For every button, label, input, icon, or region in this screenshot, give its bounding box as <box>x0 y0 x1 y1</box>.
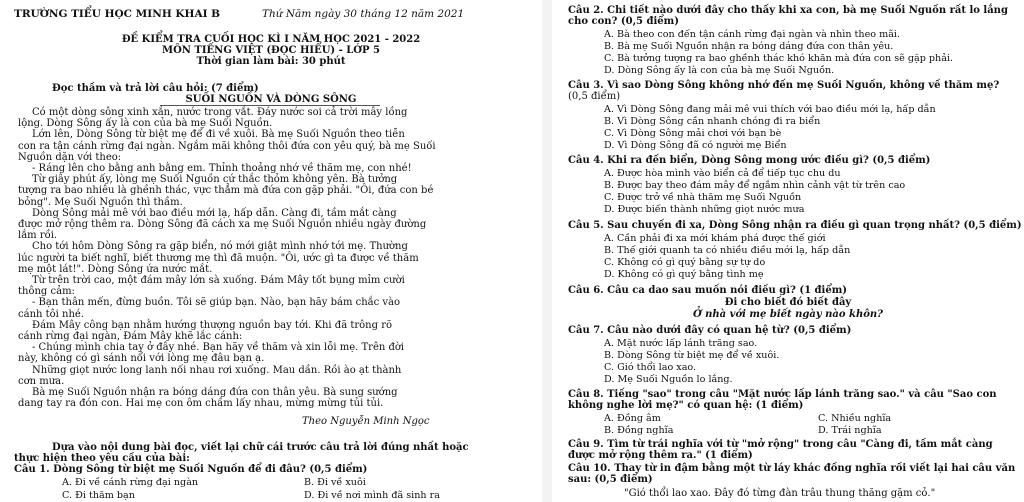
q5-option-c: C. Không có gì quý bằng sự tự do <box>604 257 766 268</box>
passage-line: dang tay ra đón con. Hai mẹ con ôm chầm lấy nhau, mừng mừng tủi tủi. <box>18 398 384 410</box>
q4-option-a: A. Được hòa mình vào biển cả để tiếp tục chu du <box>604 168 841 179</box>
question-3: Câu 3. Vì sao Dòng Sông không nhớ đến mẹ Suối Nguồn, không về thăm mẹ? <box>568 80 1000 91</box>
passage-line: Từ giây phút ấy, lòng mẹ Suối Nguồn cứ thắc thỏm không yên. Bà tưởng <box>32 174 398 186</box>
passage-line: con ra tận cánh rừng đại ngàn. Ngắm mãi không thôi đứa con yêu quý, bà mẹ Suối <box>18 140 436 152</box>
task-instruction-2: thực hiện theo yêu cầu của bài: <box>14 453 190 464</box>
q1-option-c: C. Đi thăm bạn <box>62 490 135 501</box>
q1-option-a: A. Đi về cánh rừng đại ngàn <box>62 477 199 488</box>
q4-option-c: C. Được trở về nhà thăm mẹ Suối Nguồn <box>604 192 802 203</box>
question-10-cont: sau: (0,5 điểm) <box>568 474 653 485</box>
passage-line: Bà mẹ Suối Nguồn nhận ra bóng dáng đứa con thân yêu. Bà sung sướng <box>32 387 398 398</box>
q2-option-a: A. Bà theo con đến tận cánh rừng đại ngàn và nhìn theo mãi. <box>604 29 901 40</box>
q7-option-b: B. Dòng Sông từ biệt mẹ để về xuôi. <box>604 350 780 361</box>
q3-option-b: B. Vì Dòng Sông cần nhanh chóng đi ra biển <box>604 116 821 127</box>
passage-line: này, không có gì sánh nổi với lòng mẹ đâu bạn ạ. <box>18 353 265 365</box>
question-9-cont: được mở rộng thêm ra." (1 điểm) <box>568 450 753 461</box>
q2-option-c: C. Bà tưởng tượng ra bao ghềnh thác khó khăn mà đứa con sẽ gặp phải. <box>604 53 954 64</box>
passage-line: cánh tôi nhé. <box>18 308 85 320</box>
passage-author: Theo Nguyễn Minh Ngọc <box>302 416 430 427</box>
passage-line: cánh rừng đại ngàn, Đám Mây khẽ lắc cánh: <box>18 331 243 342</box>
title-underline <box>160 105 380 106</box>
q6-verse-2: Ở nhà với mẹ biết ngày nào khôn? <box>692 309 884 320</box>
passage-line: - Bạn thân mến, đừng buồn. Tôi sẽ giúp bạn. Nào, bạn hãy bám chắc vào <box>32 297 401 309</box>
q5-option-b: B. Thế giới quanh ta có nhiều điều mới lạ, hấp dẫn <box>604 245 851 256</box>
q3-option-c: C. Vì Dòng Sông mải chơi với bạn bè <box>604 128 782 139</box>
reading-instruction: Đọc thầm và trả lời câu hỏi: (7 điểm) <box>52 83 259 94</box>
q8-option-a: A. Đồng âm <box>604 413 661 424</box>
question-8-cont: không nghe lời mẹ?" có quan hệ: (1 điểm) <box>568 400 804 411</box>
question-3-cont: (0,5 điểm) <box>568 91 621 102</box>
passage-line: Có một dòng sông xinh xắn, nước trong vắt. Đáy nước soi cả trời mây lồng <box>32 107 408 118</box>
exam-title: ĐỀ KIỂM TRA CUỐI HỌC KÌ I NĂM HỌC 2021 - 2022 <box>121 34 421 45</box>
question-2-cont: cho con? (0,5 điểm) <box>568 16 679 27</box>
exam-time: Thời gian làm bài: 30 phút <box>196 56 346 67</box>
q4-option-b: B. Được bay theo đám mây để ngắm nhìn cảnh vật từ trên cao <box>604 180 906 191</box>
q2-option-d: D. Dòng Sông ấy là con của bà mẹ Suối Nguồn. <box>604 65 835 76</box>
passage-line: Nguồn dặn với theo: <box>18 151 122 163</box>
passage-line: lắm rồi. <box>18 230 58 242</box>
passage-line: Từ trên trời cao, một đám mây lớn sà xuống. Đám Mây tốt bụng mỉm cười <box>32 275 405 286</box>
q1-option-d: D. Đi về nơi mình đã sinh ra <box>304 490 440 501</box>
passage-line: Đám Mây công bạn nhằm hướng thượng nguồn bay tới. Khi đã trông rõ <box>32 319 392 331</box>
task-instruction: Dựa vào nội dung bài đọc, viết lại chữ cái trước câu trả lời đúng nhất hoặc <box>52 442 469 453</box>
q1-option-b: B. Đi về xuôi <box>304 477 366 488</box>
passage-line: Cho tới hôm Dòng Sông ra gặp biển, nó mới giật mình nhớ tới mẹ. Thường <box>32 241 408 253</box>
passage-line: - Chúng mình chia tay ở đây nhé. Bạn hãy về thăm và xin lỗi mẹ. Trên đời <box>32 342 405 354</box>
q4-option-d: D. Được biến thành những giọt nước mưa <box>604 204 805 215</box>
question-9: Câu 9. Tìm từ trái nghĩa với từ "mở rộng" trong câu "Càng đi, tầm mắt càng <box>568 439 993 450</box>
passage-line: bỏng". Mẹ Suối Nguồn thì thầm. <box>18 196 183 208</box>
q2-option-b: B. Bà mẹ Suối Nguồn nhận ra bóng dáng đứa con thân yêu. <box>604 41 894 52</box>
q5-option-a: A. Cần phải đi xa mới khám phá được thế giới <box>604 233 826 244</box>
question-7: Câu 7. Câu nào dưới đây có quan hệ từ? (0,5 điểm) <box>568 325 852 336</box>
passage-line: - Ráng lên cho bằng anh bằng em. Thỉnh thoảng nhớ về thăm mẹ, con nhé! <box>32 163 412 174</box>
q7-option-a: A. Mặt nước lấp lánh trăng sao. <box>604 338 758 349</box>
passage-line: lộng. Dòng Sông ấy là con của bà mẹ Suối Nguồn. <box>18 118 273 130</box>
question-6: Câu 6. Câu ca dao sau muốn nói điều gì? (1 điểm) <box>568 285 848 296</box>
passage-line: Những giọt nước long lanh nối nhau rơi xuống. Mau dần. Rồi ào ạt thành <box>32 364 402 376</box>
q10-quote: "Gió thổi lao xao. Đây đó từng đàn trâu thung thăng gặm cỏ." <box>624 488 936 499</box>
passage-line: thông cảm: <box>18 286 75 298</box>
question-8: Câu 8. Tiếng "sao" trong câu "Mặt nước lấp lánh trăng sao." và câu "Sao con <box>568 389 997 400</box>
q5-option-d: D. Không có gì quý bằng tình mẹ <box>604 269 764 280</box>
right-page <box>552 0 1024 502</box>
exam-date: Thứ Năm ngày 30 tháng 12 năm 2021 <box>262 8 465 20</box>
passage-title: SUỐI NGUỒN VÀ DÒNG SÔNG <box>185 94 357 105</box>
passage-line: Dòng Sông mải mê với bao điều mới lạ, hấp dẫn. Càng đi, tầm mắt càng <box>32 207 397 219</box>
passage-line: được mở rộng thêm ra. Dòng Sông đã cách xa mẹ Suối Nguồn nhiều ngày đường <box>18 219 427 230</box>
q7-option-d: D. Mẹ Suối Nguồn lo lắng. <box>604 374 733 385</box>
passage-line: Lớn lên, Dòng Sông từ biệt mẹ để đi về xuôi. Bà mẹ Suối Nguồn theo tiễn <box>32 129 405 141</box>
question-5: Câu 5. Sau chuyến đi xa, Dòng Sông nhận ra điều gì quan trọng nhất? (0,5 điểm) <box>568 220 1022 231</box>
passage-line: mẹ một lát!". Dòng Sông ứa nước mắt. <box>18 263 213 275</box>
q7-option-c: C. Gió thổi lao xao. <box>604 362 697 373</box>
question-2: Câu 2. Chi tiết nào dưới đây cho thấy khi xa con, bà mẹ Suối Nguồn rất lo lắng <box>568 5 1008 16</box>
question-10: Câu 10. Thay từ in đậm bằng một từ láy khác đồng nghĩa rồi viết lại hai câu văn <box>568 463 1016 474</box>
passage-line: lúc người ta biết nghĩ, biết thương mẹ thì đã muộn. "Ôi, ước gì ta được về thăm <box>18 252 419 264</box>
q8-option-d: D. Trái nghĩa <box>818 425 882 436</box>
q8-option-c: C. Nhiều nghĩa <box>818 413 892 424</box>
school-name: TRƯỜNG TIỂU HỌC MINH KHAI B <box>14 8 221 20</box>
passage-line: cơn mưa. <box>18 375 65 387</box>
exam-subject: MÔN TIẾNG VIỆT (ĐỌC HIỂU) - LỚP 5 <box>162 45 380 56</box>
q3-option-d: D. Vì Dòng Sông đã có người mẹ Biển <box>604 140 787 151</box>
page-gutter <box>542 0 552 502</box>
question-4: Câu 4. Khi ra đến biển, Dòng Sông mong ước điều gì? (0,5 điểm) <box>568 155 931 166</box>
question-1: Câu 1. Dòng Sông từ biệt mẹ Suối Nguồn để đi đâu? (0,5 điểm) <box>14 464 368 475</box>
q6-verse-1: Đi cho biết đó biết đây <box>724 297 852 308</box>
q8-option-b: B. Đồng nghĩa <box>604 425 674 436</box>
passage-line: tượng ra bao nhiêu là ghềnh thác, vực thẳm mà đứa con gặp phải. "Ôi, đứa con bé <box>18 185 434 197</box>
q3-option-a: A. Vì Dòng Sông đang mải mê vui thích với bao điều mới lạ, hấp dẫn <box>604 104 936 115</box>
